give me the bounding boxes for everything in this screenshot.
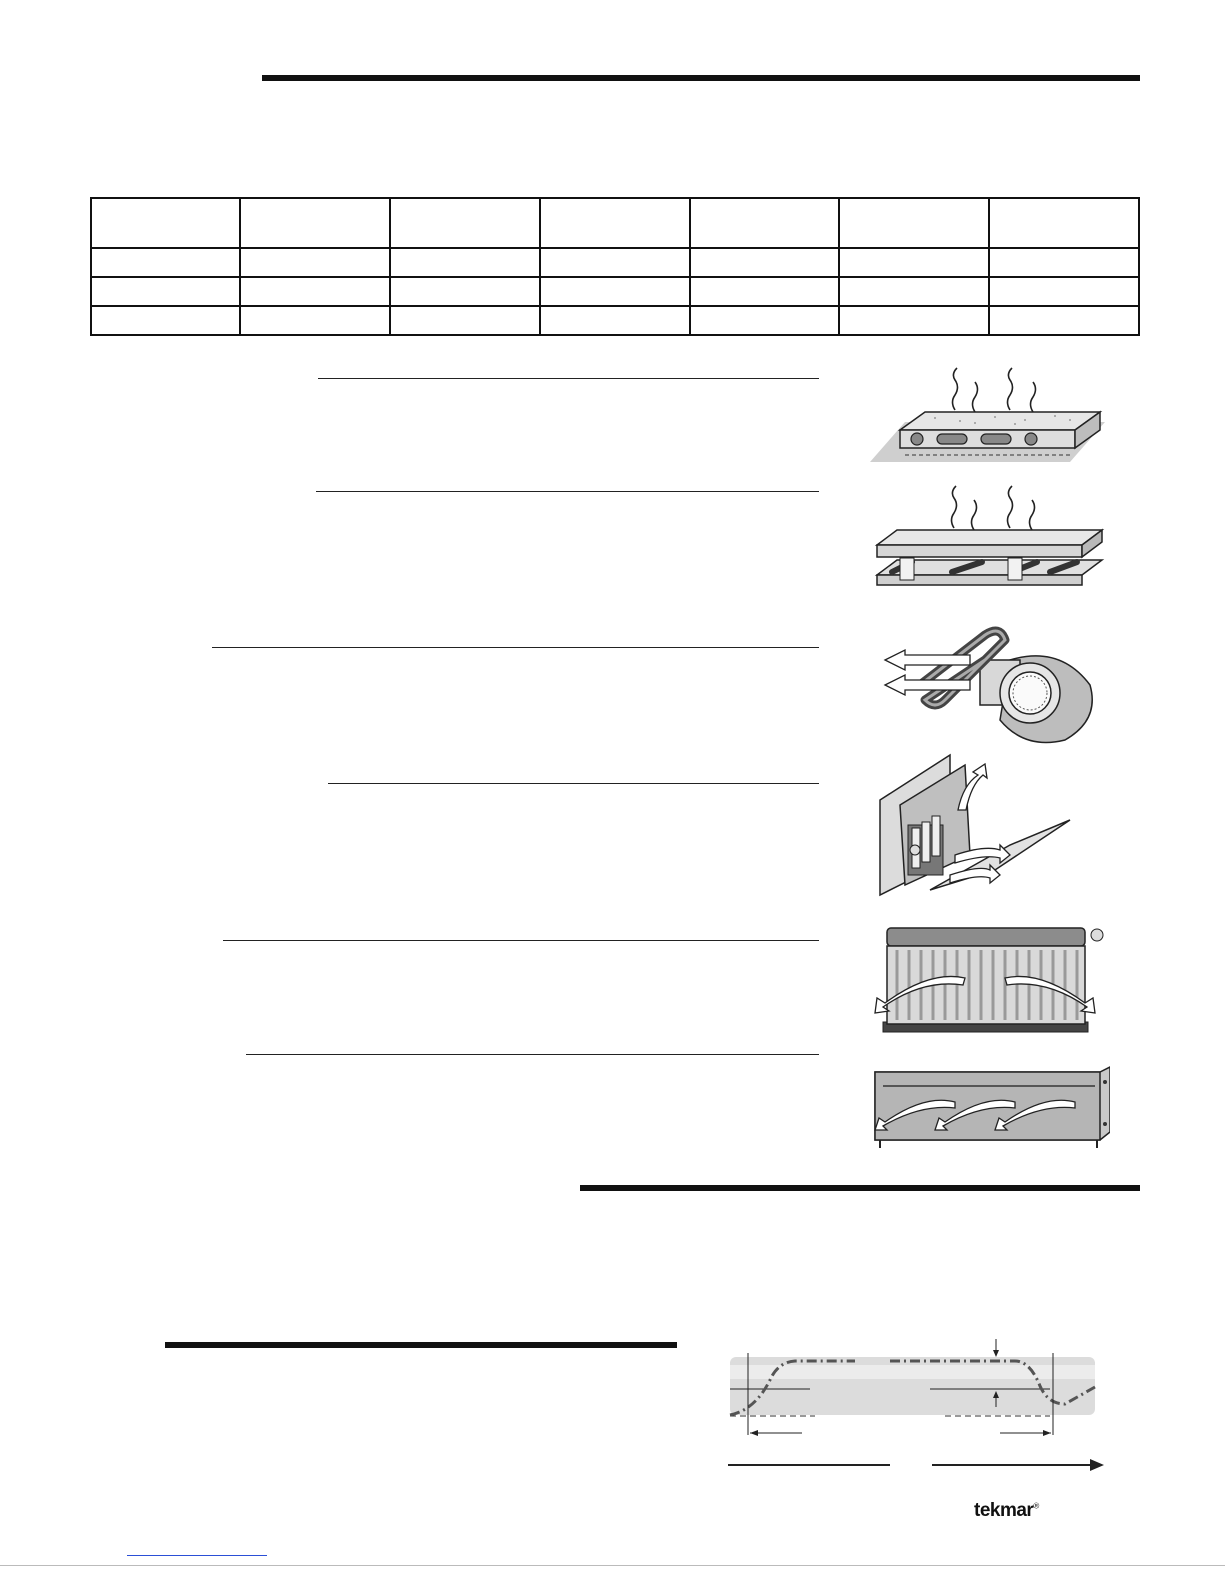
table-cell: [540, 277, 690, 306]
radiant-floor-staple-up-icon: [872, 480, 1107, 595]
section-rule-convector: [328, 783, 819, 784]
table-cell: [240, 248, 390, 277]
radiant-floor-slab-icon: [865, 360, 1110, 470]
section-rule-staple-up: [316, 491, 819, 492]
tekmar-logo: tekmar®: [974, 1500, 1039, 1521]
table-cell: [390, 248, 540, 277]
table-cell: [989, 306, 1139, 335]
section-rule-baseboard: [246, 1054, 819, 1055]
section-rule-left: [165, 1342, 677, 1348]
table-cell: [540, 248, 690, 277]
terminal-unit-table: [90, 197, 1140, 336]
table-cell: [690, 248, 839, 277]
table-cell: [989, 277, 1139, 306]
header-rule: [262, 75, 1140, 81]
table-cell: [839, 277, 989, 306]
table-cell: [390, 277, 540, 306]
table-cell: [91, 306, 240, 335]
table-row: [91, 306, 1139, 335]
table-cell: [839, 248, 989, 277]
footer-rule: [0, 1565, 1225, 1566]
table-header-cell: [91, 198, 240, 248]
table-header-cell: [690, 198, 839, 248]
fan-coil-icon: [860, 615, 1100, 745]
table-cell: [540, 306, 690, 335]
table-cell: [91, 248, 240, 277]
baseboard-icon: [865, 1062, 1110, 1152]
table-row: [91, 248, 1139, 277]
table-cell: [240, 277, 390, 306]
table-header-cell: [839, 198, 989, 248]
table-header-cell: [390, 198, 540, 248]
table-cell: [240, 306, 390, 335]
section-rule-radiator: [223, 940, 819, 941]
table-cell: [690, 277, 839, 306]
panel-radiator-icon: [865, 920, 1110, 1040]
section-rule-right: [580, 1185, 1140, 1191]
section-rule-slab: [318, 378, 819, 379]
section-rule-fan-coil: [212, 647, 819, 648]
table-row: [91, 277, 1139, 306]
table-cell: [989, 248, 1139, 277]
pipe-temperature-diagram: [720, 1335, 1110, 1475]
footer-link-underline[interactable]: [127, 1555, 267, 1556]
table-header-cell: [989, 198, 1139, 248]
table-header-row: [91, 198, 1139, 248]
convector-icon: [870, 750, 1075, 900]
table-cell: [390, 306, 540, 335]
table-cell: [690, 306, 839, 335]
table-header-cell: [240, 198, 390, 248]
table-cell: [91, 277, 240, 306]
table-header-cell: [540, 198, 690, 248]
table-cell: [839, 306, 989, 335]
